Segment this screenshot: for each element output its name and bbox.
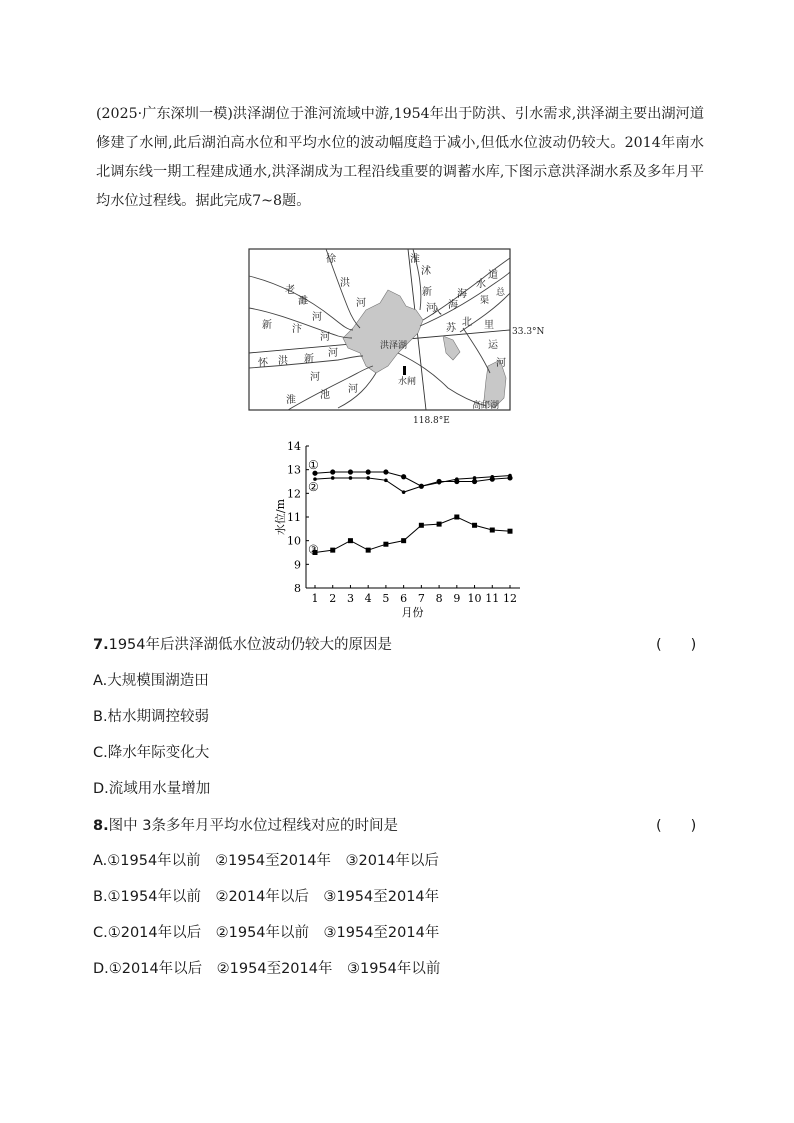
series-line-1 <box>315 472 510 486</box>
svg-text:洪: 洪 <box>340 278 350 289</box>
series-1-point <box>383 469 388 474</box>
svg-text:河: 河 <box>328 348 338 359</box>
series-2-point <box>402 490 406 494</box>
series-1-point <box>348 469 353 474</box>
svg-text:水闸: 水闸 <box>398 377 417 387</box>
svg-text:怀: 怀 <box>258 358 268 369</box>
series-2-point <box>420 484 424 488</box>
y-tick-label: 13 <box>287 463 301 477</box>
x-tick-label: 12 <box>503 592 517 605</box>
y-tick-label: 10 <box>287 534 301 548</box>
question-7-option-d: D.流域用水量增加 <box>93 781 211 797</box>
svg-text:洪: 洪 <box>278 356 288 367</box>
sluice-marker <box>403 366 406 375</box>
svg-text:里: 里 <box>484 320 494 331</box>
series-1-point <box>366 469 371 474</box>
svg-text:洪泽湖: 洪泽湖 <box>380 341 408 351</box>
question-7-option-a: A.大规模围湖造田 <box>93 673 209 689</box>
question-8-option-d: D.①2014年以后 ②1954至2014年 ③1954年以前 <box>93 961 441 977</box>
series-2-point <box>437 481 441 485</box>
svg-text:海: 海 <box>457 289 467 300</box>
question-8-answer-blank: ( ) <box>656 818 697 834</box>
svg-text:海: 海 <box>448 300 458 311</box>
series-3-point <box>454 515 459 520</box>
series-label-3: ③ <box>308 542 319 557</box>
svg-text:118.8°E: 118.8°E <box>413 416 450 426</box>
svg-text:徐: 徐 <box>326 254 336 265</box>
question-8-stem: 图中 3条多年月平均水位过程线对应的时间是 <box>108 818 398 834</box>
x-tick-label: 7 <box>417 592 425 605</box>
series-label-2: ② <box>308 480 319 495</box>
x-tick-label: 10 <box>467 592 482 605</box>
series-3-point <box>401 538 406 543</box>
svg-text:33.3°N: 33.3°N <box>512 327 545 337</box>
series-1-point <box>330 469 335 474</box>
svg-text:水: 水 <box>476 279 486 290</box>
hongze-lake-map <box>248 248 548 428</box>
svg-text:道: 道 <box>488 270 498 281</box>
series-line-3 <box>315 517 510 553</box>
x-tick-label: 4 <box>364 592 372 605</box>
svg-text:河: 河 <box>426 303 436 314</box>
x-tick-label: 3 <box>346 592 354 605</box>
series-2-point <box>508 474 512 478</box>
svg-text:渠: 渠 <box>480 296 490 306</box>
svg-text:池: 池 <box>320 390 330 401</box>
map-figure <box>248 248 548 432</box>
svg-text:入: 入 <box>432 306 442 317</box>
svg-text:北: 北 <box>462 317 472 328</box>
series-line-2 <box>315 476 510 493</box>
water-level-chart-svg <box>272 436 532 618</box>
svg-text:河: 河 <box>312 312 322 323</box>
question-7-option-b: B.枯水期调控较弱 <box>93 709 210 725</box>
series-3-point <box>490 528 495 533</box>
svg-text:河: 河 <box>310 372 320 383</box>
question-7 <box>93 633 392 654</box>
series-2-point <box>366 476 370 480</box>
svg-text:新: 新 <box>304 354 314 365</box>
svg-text:河: 河 <box>356 298 366 309</box>
x-axis-label: 月份 <box>401 606 424 618</box>
question-7-option-c: C.降水年际变化大 <box>93 745 210 761</box>
svg-text:运: 运 <box>488 340 498 351</box>
svg-text:淮: 淮 <box>286 395 296 406</box>
series-3-point <box>472 523 477 528</box>
svg-text:总: 总 <box>496 288 506 298</box>
series-3-point <box>419 523 424 528</box>
series-2-point <box>490 475 494 479</box>
svg-text:新: 新 <box>262 320 272 331</box>
series-2-point <box>455 477 459 481</box>
question-8 <box>93 814 398 835</box>
question-8-number: 8. <box>93 818 109 834</box>
svg-text:河: 河 <box>348 384 358 395</box>
y-tick-label: 9 <box>294 558 301 572</box>
intro-paragraph: (2025·广东深圳一模)洪泽湖位于淮河流域中游,1954年出于防洪、引水需求,洪泽湖主要出湖河道修建了水闸,此后湖泊高水位和平均水位的波动幅度趋于减小,但低水位波动仍较大。2014年南水北调东线一期工程建成通水,洪泽湖成为工程沿线重要的调蓄水库,下图示意洪泽湖水系及多年月平均水位过程线。据此完成7~8题。 <box>96 106 704 209</box>
svg-text:高邮湖: 高邮湖 <box>472 401 500 411</box>
svg-text:河: 河 <box>320 332 330 343</box>
x-tick-label: 2 <box>329 592 337 605</box>
svg-text:沭: 沭 <box>421 266 431 277</box>
series-2-point <box>331 476 335 480</box>
y-tick-label: 12 <box>287 487 301 501</box>
y-tick-label: 14 <box>287 440 301 453</box>
question-7-answer-blank: ( ) <box>656 637 697 653</box>
x-tick-label: 8 <box>435 592 443 605</box>
series-3-point <box>437 522 442 527</box>
svg-text:老: 老 <box>285 285 295 296</box>
question-8-option-b: B.①1954年以前 ②2014年以后 ③1954至2014年 <box>93 889 440 905</box>
svg-text:濉: 濉 <box>298 296 308 307</box>
series-3-point <box>348 538 353 543</box>
series-label-1: ① <box>308 458 319 473</box>
series-3-point <box>508 529 513 534</box>
y-tick-label: 8 <box>294 582 301 595</box>
series-2-point <box>473 476 477 480</box>
question-8-option-a: A.①1954年以前 ②1954至2014年 ③2014年以后 <box>93 853 439 869</box>
question-7-stem: 1954年后洪泽湖低水位波动仍较大的原因是 <box>108 637 393 653</box>
x-tick-label: 6 <box>400 592 408 605</box>
question-7-number: 7. <box>93 637 109 653</box>
x-tick-label: 1 <box>311 592 319 605</box>
x-tick-label: 5 <box>382 592 390 605</box>
svg-text:河: 河 <box>496 358 506 369</box>
x-tick-label: 9 <box>453 592 461 605</box>
series-3-point <box>330 548 335 553</box>
series-1-point <box>401 474 406 479</box>
svg-text:淮: 淮 <box>410 254 420 265</box>
y-axis-label: 水位/m <box>274 498 287 536</box>
water-level-chart <box>272 436 532 622</box>
question-8-option-c: C.①2014年以后 ②1954年以前 ③1954至2014年 <box>93 925 440 941</box>
series-3-point <box>383 542 388 547</box>
svg-text:汴: 汴 <box>292 324 302 335</box>
series-2-point <box>384 479 388 483</box>
svg-text:新: 新 <box>422 287 432 298</box>
y-tick-label: 11 <box>287 511 301 524</box>
series-2-point <box>349 476 353 480</box>
series-3-point <box>366 548 371 553</box>
svg-text:苏: 苏 <box>446 323 456 334</box>
x-tick-label: 11 <box>485 592 500 605</box>
